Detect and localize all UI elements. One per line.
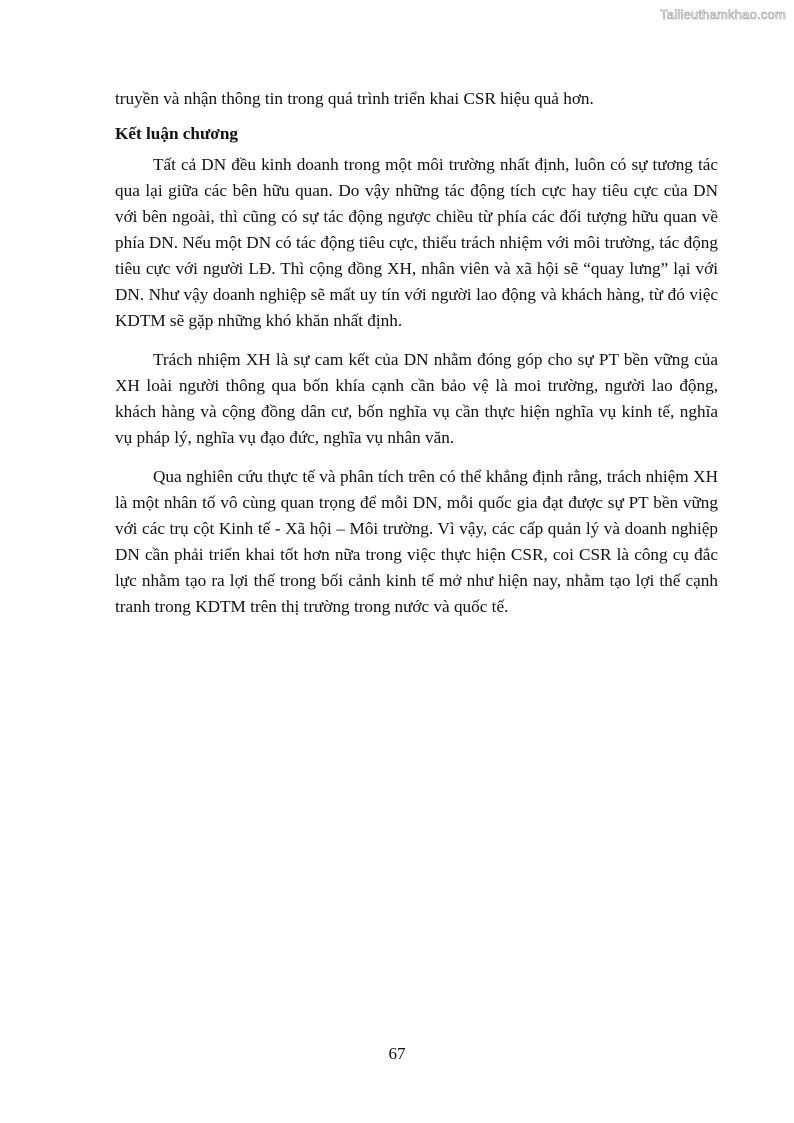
watermark-text: Tailieuthamkhao.com (660, 7, 786, 22)
paragraph: Trách nhiệm XH là sự cam kết của DN nhằm đóng góp cho sự PT bền vững của XH loài người thông qua bốn khía cạnh cần bảo vệ là moi trường, người lao động, khách hàng và cộng đồng dân cư, bốn nghĩa vụ cần thực hiện nghĩa vụ kinh tế, nghĩa vụ pháp lý, nghĩa vụ đạo đức, nghĩa vụ nhân văn. (115, 350, 718, 447)
document-body (115, 86, 718, 633)
paragraph: Qua nghiên cứu thực tế và phân tích trên có thể khẳng định rằng, trách nhiệm XH là một nhân tố vô cùng quan trọng để mỗi DN, mỗi quốc gia đạt được sự PT bền vững với các trụ cột Kinh tế - Xã hội – Môi trường. Vì vậy, các cấp quản lý và doanh nghiệp DN cần phải triển khai tốt hơn nữa trong việc thực hiện CSR, coi CSR là công cụ đắc lực nhằm tạo ra lợi thế trong bối cảnh kinh tế mở như hiện nay, nhằm tạo lợi thế cạnh tranh trong KDTM trên thị trường trong nước và quốc tế. (115, 467, 718, 616)
paragraph: Tất cả DN đều kinh doanh trong một môi trường nhất định, luôn có sự tương tác qua lại giữa các bên hữu quan. Do vậy những tác động tích cực hay tiêu cực của DN với bên ngoài, thì cũng có sự tác động ngược chiều từ phía các đối tượng hữu quan về phía DN. Nếu một DN có tác động tiêu cực, thiếu trách nhiệm với môi trường, tác động tiêu cực với người LĐ. Thì cộng đồng XH, nhân viên và xã hội sẽ “quay lưng” lại với DN. Như vậy doanh nghiệp sẽ mất uy tín với người lao động và khách hàng, từ đó việc KDTM sẽ gặp những khó khăn nhất định. (115, 155, 718, 330)
page-number: 67 (388, 1044, 406, 1063)
continued-paragraph: truyền và nhận thông tin trong quá trình triển khai CSR hiệu quả hơn. (115, 89, 594, 108)
section-heading: Kết luận chương (115, 124, 238, 143)
